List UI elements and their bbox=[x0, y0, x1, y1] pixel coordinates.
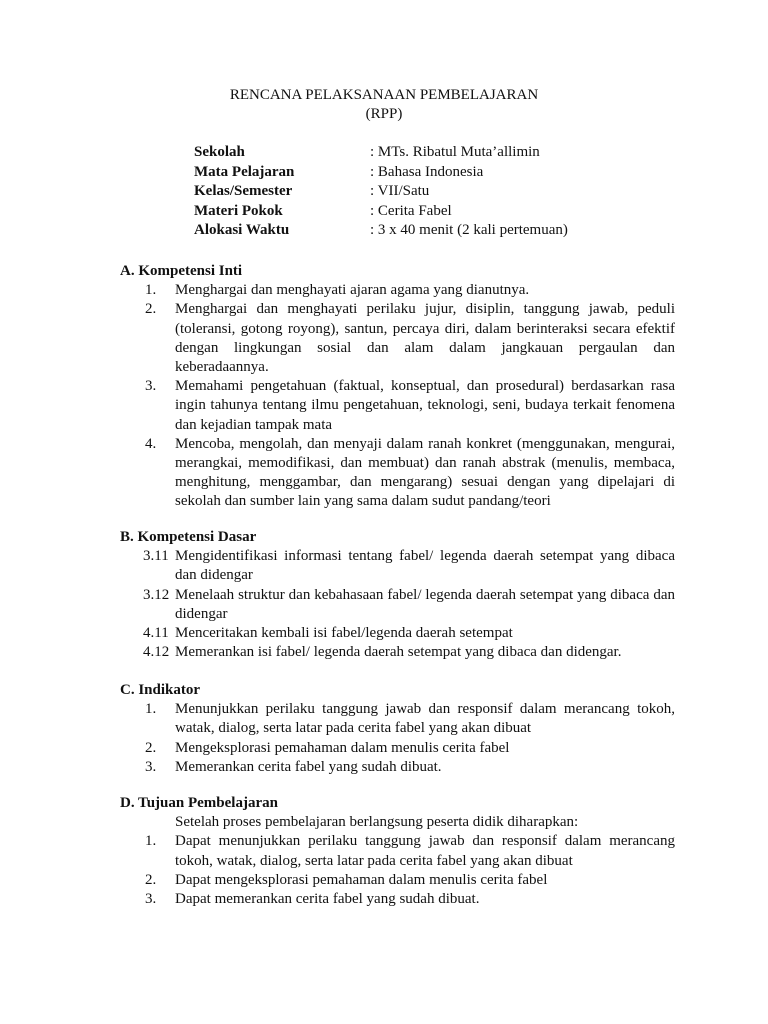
identity-label: Sekolah bbox=[194, 144, 245, 160]
document-title: RENCANA PELAKSANAAN PEMBELAJARAN bbox=[229, 87, 539, 103]
list-item bbox=[120, 547, 675, 585]
identity-row-class bbox=[194, 182, 694, 202]
list-text: Menunjukkan perilaku tanggung jawab dan responsif dalam merancang tokoh, watak, dialog, serta latar pada cerita fabel yang akan dibuat bbox=[175, 701, 675, 737]
section-kompetensi-inti bbox=[120, 262, 675, 512]
identity-label: Kelas/Semester bbox=[194, 183, 293, 199]
identity-value: : Cerita Fabel bbox=[370, 202, 452, 219]
section-indikator bbox=[120, 681, 675, 777]
list-number: 4. bbox=[145, 435, 157, 452]
list-item bbox=[120, 435, 675, 512]
list-text: Mengidentifikasi informasi tentang fabel/ legenda daerah setempat yang dibaca dan didengar bbox=[175, 548, 675, 584]
identity-row-material bbox=[194, 202, 694, 222]
list-item bbox=[120, 643, 675, 662]
list-item bbox=[120, 624, 675, 643]
list-number: 2. bbox=[145, 301, 157, 318]
list-item bbox=[120, 700, 675, 738]
identity-label: Materi Pokok bbox=[194, 202, 283, 219]
identity-value: : Bahasa Indonesia bbox=[370, 163, 484, 180]
list-number: 3.11 bbox=[143, 548, 169, 565]
list-number: 3.12 bbox=[143, 586, 170, 603]
list-number: 2. bbox=[145, 739, 157, 756]
list-item bbox=[120, 586, 675, 624]
list-item bbox=[120, 832, 675, 870]
identity-value: : VII/Satu bbox=[370, 183, 430, 199]
list-text: Dapat memerankan cerita fabel yang sudah dibuat. bbox=[175, 891, 480, 907]
identity-row-school bbox=[194, 143, 694, 163]
section-heading: C. Indikator bbox=[120, 682, 201, 698]
list-item bbox=[120, 739, 675, 758]
list-text: Menceritakan kembali isi fabel/legenda daerah setempat bbox=[175, 625, 513, 641]
list-number: 3. bbox=[145, 891, 157, 907]
list-text: Dapat mengeksplorasi pemahaman dalam menulis cerita fabel bbox=[175, 871, 548, 888]
list-text: Menghargai dan menghayati perilaku jujur, disiplin, tanggung jawab, peduli (toleransi, gotong royong), santun, percaya diri, dalam berinteraksi secara efektif dengan lingkungan sosial dan alam dalam jangkauan pergaulan dan keberadaannya. bbox=[175, 301, 675, 375]
identity-row-subject bbox=[194, 163, 694, 183]
list-item bbox=[120, 377, 675, 435]
list-text: Memerankan isi fabel/ legenda daerah setempat yang dibaca dan didengar. bbox=[175, 644, 622, 661]
identity-value: : MTs. Ribatul Muta’allimin bbox=[370, 144, 540, 160]
identity-value: : 3 x 40 menit (2 kali pertemuan) bbox=[370, 222, 568, 238]
section-intro: Setelah proses pembelajaran berlangsung peserta didik diharapkan: bbox=[175, 814, 579, 831]
list-item bbox=[120, 890, 675, 909]
list-item bbox=[120, 871, 675, 890]
list-text: Mencoba, mengolah, dan menyaji dalam ranah konkret (menggunakan, mengurai, merangkai, memodifikasi, dan membuat) dan ranah abstrak (menulis, membaca, menghitung, menggambar, dan mengarang) sesuai dengan yang dipelajari di sekolah dan sumber lain yang sama dalam sudut pandang/teori bbox=[175, 435, 675, 510]
list-item bbox=[120, 281, 675, 300]
list-number: 1. bbox=[145, 833, 157, 850]
list-number: 3. bbox=[145, 378, 157, 395]
list-item bbox=[120, 300, 675, 377]
section-heading: A. Kompetensi Inti bbox=[120, 263, 243, 279]
section-heading: B. Kompetensi Dasar bbox=[120, 529, 257, 545]
list-text: Mengeksplorasi pemahaman dalam menulis cerita fabel bbox=[175, 739, 510, 756]
list-number: 4.11 bbox=[143, 625, 169, 641]
document-subtitle: (RPP) bbox=[365, 106, 403, 122]
list-text: Dapat menunjukkan perilaku tanggung jawab dan responsif dalam merancang tokoh, watak, dialog, serta latar pada cerita fabel yang akan dibuat bbox=[175, 833, 675, 869]
identity-label: Mata Pelajaran bbox=[194, 163, 295, 180]
list-text: Memahami pengetahuan (faktual, konseptual, dan prosedural) berdasarkan rasa ingin tahunya tentang ilmu pengetahuan, teknologi, seni, budaya terkait fenomena dan kejadian tampak mata bbox=[175, 378, 675, 433]
list-text: Menelaah struktur dan kebahasaan fabel/ legenda daerah setempat yang dibaca dan didengar bbox=[175, 586, 675, 622]
list-number: 1. bbox=[145, 282, 157, 299]
list-number: 1. bbox=[145, 701, 157, 718]
identity-table bbox=[194, 143, 694, 241]
list-number: 4.12 bbox=[143, 644, 170, 661]
list-text: Menghargai dan menghayati ajaran agama yang dianutnya. bbox=[175, 282, 530, 299]
section-heading: D. Tujuan Pembelajaran bbox=[120, 795, 278, 811]
identity-row-time bbox=[194, 221, 694, 241]
list-item bbox=[120, 758, 675, 777]
section-tujuan-pembelajaran bbox=[120, 794, 675, 909]
list-number: 2. bbox=[145, 871, 157, 888]
section-kompetensi-dasar bbox=[120, 528, 675, 662]
list-number: 3. bbox=[145, 758, 157, 775]
list-text: Memerankan cerita fabel yang sudah dibuat. bbox=[175, 758, 442, 775]
identity-label: Alokasi Waktu bbox=[194, 222, 290, 238]
